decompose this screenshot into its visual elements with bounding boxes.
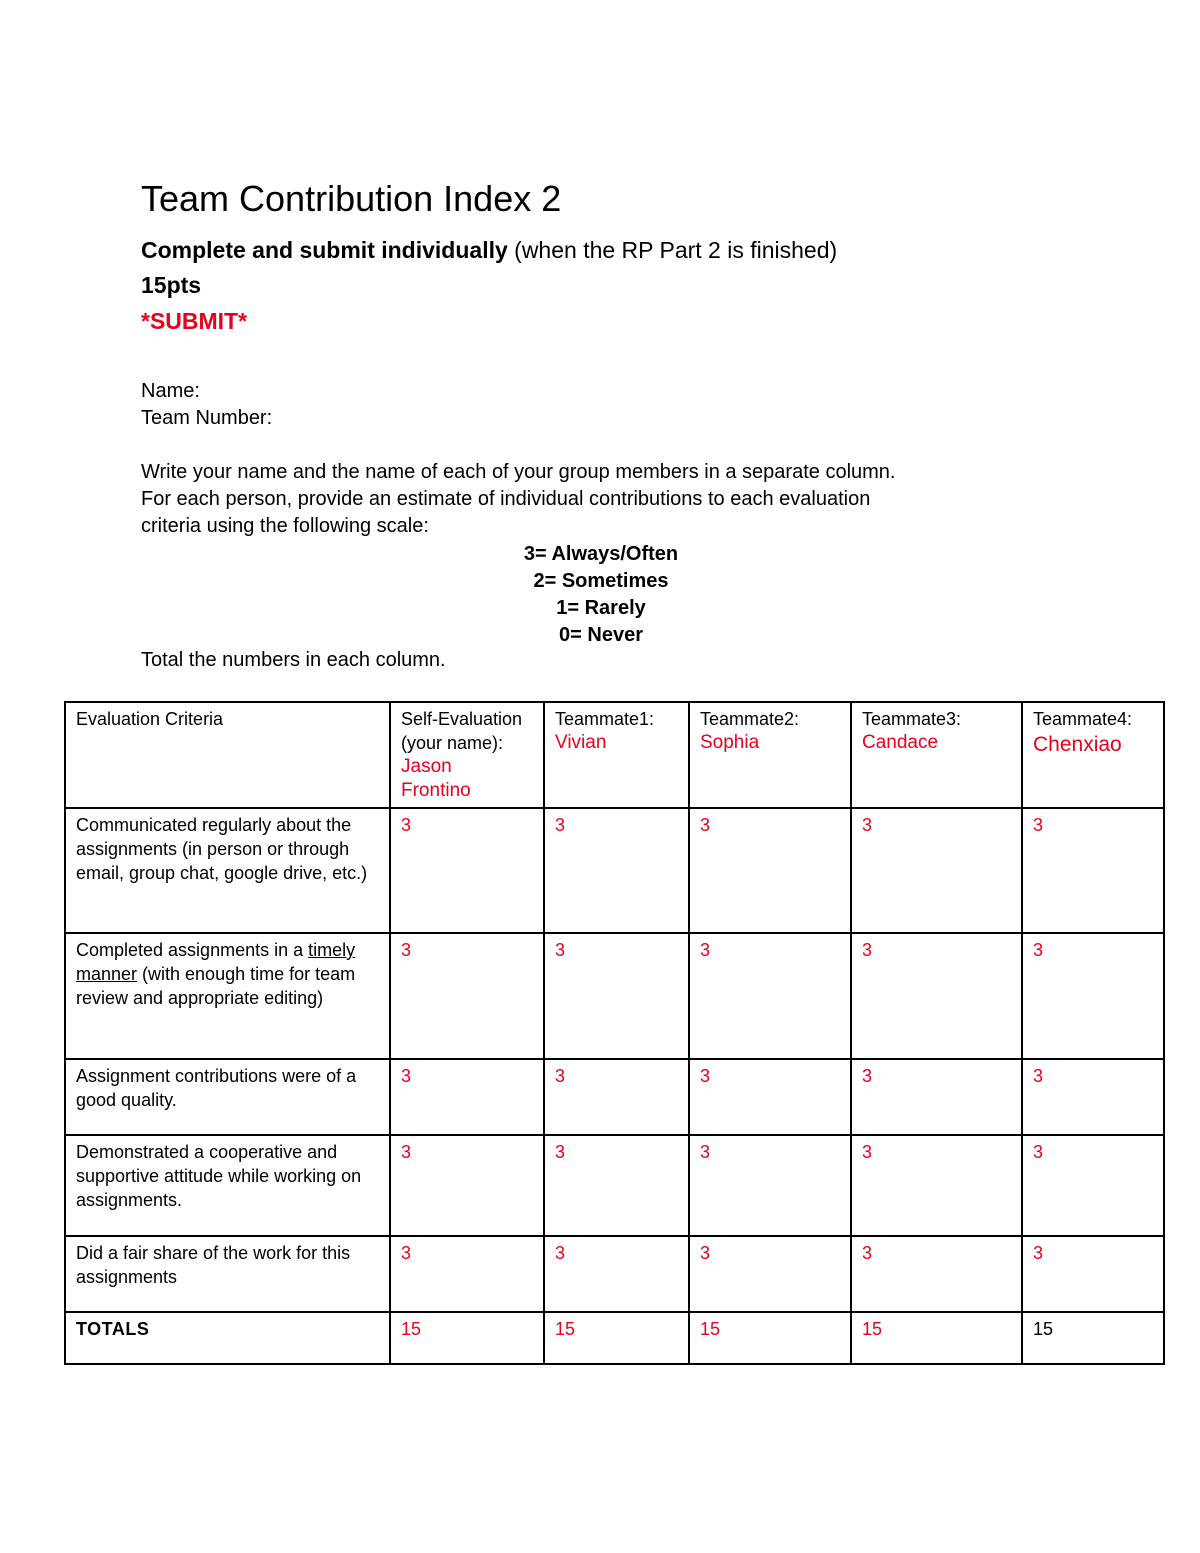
instructions bbox=[141, 459, 1061, 540]
criteria-text: Completed assignments in a bbox=[76, 940, 309, 960]
score-cell: 3 bbox=[390, 808, 544, 933]
score-cell: 3 bbox=[544, 1236, 689, 1312]
score-cell: 3 bbox=[544, 808, 689, 933]
score-cell: 3 bbox=[689, 1236, 851, 1312]
name-label: Name: bbox=[141, 380, 200, 402]
total-cell: 15 bbox=[689, 1312, 851, 1364]
member-name: Jason bbox=[401, 756, 452, 777]
table-row bbox=[65, 933, 1164, 1059]
scale-item: 2= Sometimes bbox=[533, 570, 669, 592]
subtitle-normal: (when the RP Part 2 is finished) bbox=[507, 237, 838, 263]
member-name: Chenxiao bbox=[1033, 733, 1122, 756]
header-label: (your name): bbox=[401, 733, 504, 753]
total-cell: 15 bbox=[544, 1312, 689, 1364]
evaluation-table bbox=[64, 701, 1165, 1365]
criteria-cell: Did a fair share of the work for this assignments bbox=[65, 1236, 390, 1312]
criteria-text: (with enough time for team review and appropriate editing) bbox=[76, 964, 356, 1008]
score-cell: 3 bbox=[851, 933, 1022, 1059]
score-cell: 3 bbox=[851, 1059, 1022, 1135]
page-title: Team Contribution Index 2 bbox=[141, 178, 562, 219]
header-label: Teammate1: bbox=[555, 709, 655, 729]
teammate2-header bbox=[689, 702, 851, 808]
total-cell: 15 bbox=[851, 1312, 1022, 1364]
rating-scale bbox=[141, 541, 1061, 649]
criteria-cell: Communicated regularly about the assignments (in person or through email, group chat, google drive, etc.) bbox=[65, 808, 390, 933]
totals-row bbox=[65, 1312, 1164, 1364]
score-cell: 3 bbox=[390, 1236, 544, 1312]
instruction-line: Write your name and the name of each of your group members in a separate column. bbox=[141, 461, 896, 483]
subtitle bbox=[141, 237, 837, 264]
score-cell: 3 bbox=[851, 808, 1022, 933]
subtitle-bold: Complete and submit individually bbox=[141, 237, 508, 263]
score-cell: 3 bbox=[689, 808, 851, 933]
table-row bbox=[65, 1236, 1164, 1312]
team-number-label: Team Number: bbox=[141, 407, 273, 429]
points-label: 15pts bbox=[141, 272, 202, 298]
criteria-cell: Demonstrated a cooperative and supportive attitude while working on assignments. bbox=[65, 1135, 390, 1236]
instruction-line: criteria using the following scale: bbox=[141, 515, 429, 537]
member-name: Frontino bbox=[401, 780, 471, 801]
score-cell: 3 bbox=[390, 933, 544, 1059]
teammate4-header bbox=[1022, 702, 1164, 808]
scale-item: 3= Always/Often bbox=[523, 543, 679, 565]
total-instruction: Total the numbers in each column. bbox=[141, 649, 446, 671]
header-label: Teammate4: bbox=[1033, 709, 1133, 729]
member-name: Candace bbox=[862, 732, 939, 753]
score-cell: 3 bbox=[1022, 1236, 1164, 1312]
table-row bbox=[65, 1135, 1164, 1236]
score-cell: 3 bbox=[544, 1135, 689, 1236]
total-cell: 15 bbox=[390, 1312, 544, 1364]
member-name: Vivian bbox=[555, 732, 607, 753]
scale-item: 0= Never bbox=[559, 624, 643, 646]
score-cell: 3 bbox=[689, 1059, 851, 1135]
instruction-line: For each person, provide an estimate of individual contributions to each evaluation bbox=[141, 488, 871, 510]
submit-notice: *SUBMIT* bbox=[141, 308, 248, 334]
score-cell: 3 bbox=[544, 933, 689, 1059]
score-cell: 3 bbox=[1022, 1059, 1164, 1135]
score-cell: 3 bbox=[689, 1135, 851, 1236]
criteria-underlined-text: timely manner bbox=[76, 940, 356, 984]
table-row bbox=[65, 808, 1164, 933]
teammate3-header bbox=[851, 702, 1022, 808]
header-label: Self-Evaluation bbox=[401, 709, 523, 729]
teammate1-header bbox=[544, 702, 689, 808]
score-cell: 3 bbox=[851, 1135, 1022, 1236]
score-cell: 3 bbox=[390, 1135, 544, 1236]
score-cell: 3 bbox=[1022, 1135, 1164, 1236]
score-cell: 3 bbox=[1022, 808, 1164, 933]
score-cell: 3 bbox=[1022, 933, 1164, 1059]
total-cell: 15 bbox=[1022, 1312, 1164, 1364]
header-label: Teammate2: bbox=[700, 709, 800, 729]
criteria-cell: Assignment contributions were of a good quality. bbox=[65, 1059, 390, 1135]
criteria-header: Evaluation Criteria bbox=[65, 702, 390, 808]
score-cell: 3 bbox=[390, 1059, 544, 1135]
header-label: Teammate3: bbox=[862, 709, 962, 729]
scale-item: 1= Rarely bbox=[556, 597, 646, 619]
score-cell: 3 bbox=[851, 1236, 1022, 1312]
totals-label: TOTALS bbox=[65, 1312, 390, 1364]
table-header-row bbox=[65, 702, 1164, 808]
score-cell: 3 bbox=[544, 1059, 689, 1135]
score-cell: 3 bbox=[689, 933, 851, 1059]
table-row bbox=[65, 1059, 1164, 1135]
criteria-cell bbox=[65, 933, 390, 1059]
self-eval-header bbox=[390, 702, 544, 808]
member-name: Sophia bbox=[700, 732, 760, 753]
